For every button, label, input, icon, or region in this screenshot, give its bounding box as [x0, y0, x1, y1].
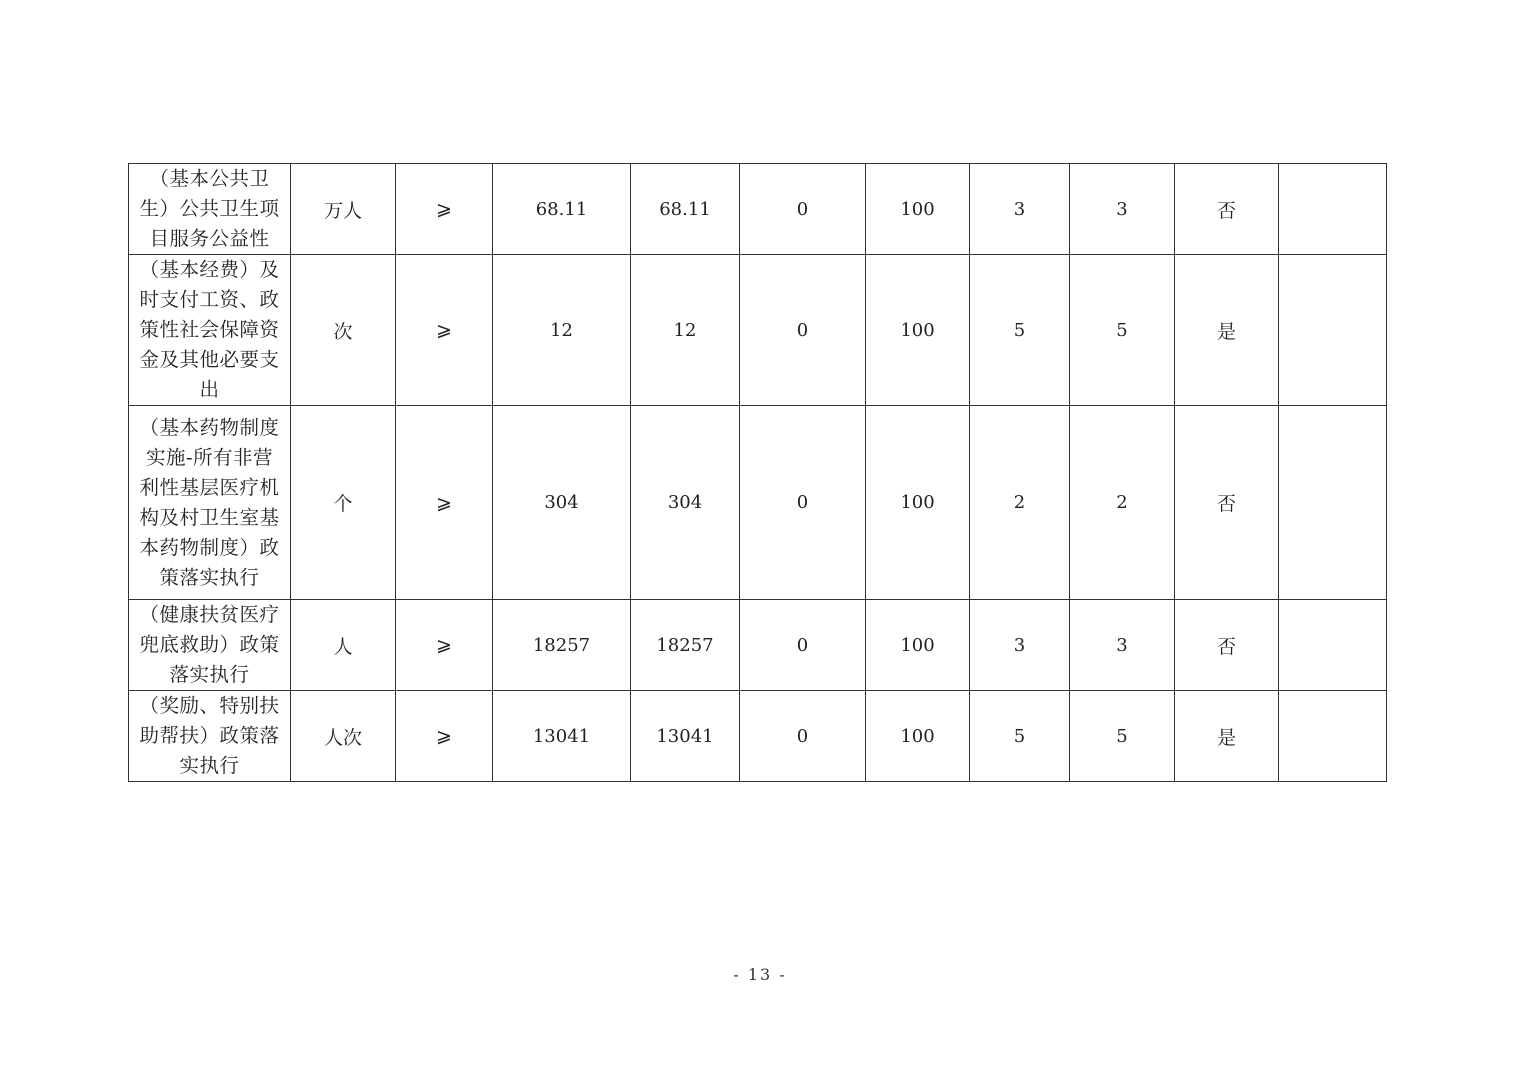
indicator-name-cell: （奖励、特别扶助帮扶）政策落实执行	[129, 691, 291, 782]
deviation-cell: 0	[740, 164, 866, 255]
core-indicator-cell: 是	[1175, 255, 1279, 406]
table-row	[129, 600, 1387, 691]
weight-cell: 3	[970, 164, 1070, 255]
score-cell: 5	[1070, 255, 1175, 406]
actual-value-cell: 12	[631, 255, 740, 406]
note-cell	[1279, 164, 1387, 255]
operator-cell: ⩾	[396, 691, 493, 782]
target-value-cell: 13041	[493, 691, 631, 782]
page-number: - 13 -	[733, 965, 787, 984]
weight-cell: 5	[970, 691, 1070, 782]
target-value-cell: 12	[493, 255, 631, 406]
table-row	[129, 164, 1387, 255]
note-cell	[1279, 600, 1387, 691]
deviation-cell: 0	[740, 600, 866, 691]
completion-rate-cell: 100	[866, 406, 970, 600]
indicator-name-cell: （基本药物制度实施-所有非营利性基层医疗机构及村卫生室基本药物制度）政策落实执行	[129, 406, 291, 600]
weight-cell: 5	[970, 255, 1070, 406]
core-indicator-cell: 是	[1175, 691, 1279, 782]
score-cell: 5	[1070, 691, 1175, 782]
core-indicator-cell: 否	[1175, 600, 1279, 691]
unit-cell: 个	[291, 406, 396, 600]
note-cell	[1279, 691, 1387, 782]
table-row	[129, 691, 1387, 782]
performance-indicator-table	[128, 163, 1387, 782]
note-cell	[1279, 406, 1387, 600]
completion-rate-cell: 100	[866, 691, 970, 782]
completion-rate-cell: 100	[866, 164, 970, 255]
note-cell	[1279, 255, 1387, 406]
operator-cell: ⩾	[396, 600, 493, 691]
deviation-cell: 0	[740, 691, 866, 782]
unit-cell: 次	[291, 255, 396, 406]
actual-value-cell: 13041	[631, 691, 740, 782]
table-row	[129, 406, 1387, 600]
indicator-name-cell: （基本经费）及时支付工资、政策性社会保障资金及其他必要支出	[129, 255, 291, 406]
target-value-cell: 304	[493, 406, 631, 600]
deviation-cell: 0	[740, 255, 866, 406]
score-cell: 3	[1070, 164, 1175, 255]
indicator-name-cell: （基本公共卫生）公共卫生项目服务公益性	[129, 164, 291, 255]
indicator-name-cell: （健康扶贫医疗兜底救助）政策落实执行	[129, 600, 291, 691]
core-indicator-cell: 否	[1175, 164, 1279, 255]
core-indicator-cell: 否	[1175, 406, 1279, 600]
operator-cell: ⩾	[396, 255, 493, 406]
score-cell: 3	[1070, 600, 1175, 691]
score-cell: 2	[1070, 406, 1175, 600]
actual-value-cell: 304	[631, 406, 740, 600]
operator-cell: ⩾	[396, 164, 493, 255]
table-row	[129, 255, 1387, 406]
actual-value-cell: 18257	[631, 600, 740, 691]
actual-value-cell: 68.11	[631, 164, 740, 255]
completion-rate-cell: 100	[866, 600, 970, 691]
completion-rate-cell: 100	[866, 255, 970, 406]
unit-cell: 万人	[291, 164, 396, 255]
unit-cell: 人次	[291, 691, 396, 782]
deviation-cell: 0	[740, 406, 866, 600]
weight-cell: 2	[970, 406, 1070, 600]
weight-cell: 3	[970, 600, 1070, 691]
target-value-cell: 68.11	[493, 164, 631, 255]
unit-cell: 人	[291, 600, 396, 691]
target-value-cell: 18257	[493, 600, 631, 691]
operator-cell: ⩾	[396, 406, 493, 600]
